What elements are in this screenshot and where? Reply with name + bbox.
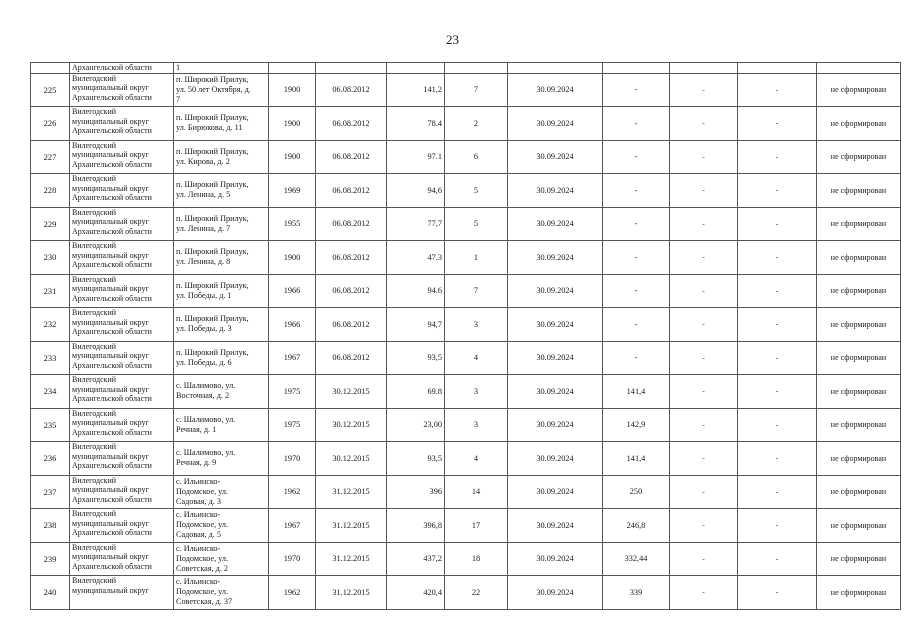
municipality-cell-line: муниципальный округ <box>72 217 149 227</box>
year-built-cell: 1962 <box>269 576 316 610</box>
column-9-cell: - <box>603 308 670 342</box>
municipality-cell-line: Архангельской области <box>72 193 152 203</box>
column-10-cell: - <box>670 576 738 610</box>
area-cell: 78.4 <box>387 107 445 141</box>
address-cell-line: с. Шалимово, ул. <box>176 381 236 391</box>
municipality-cell <box>70 509 174 543</box>
area-cell: 77,7 <box>387 207 445 241</box>
recognition-date-cell: 06.08.2012 <box>316 274 387 308</box>
row-number: 240 <box>31 576 70 610</box>
municipality-cell-line: Вилегодский <box>72 274 117 284</box>
table-row <box>31 308 901 342</box>
column-11-cell: - <box>738 509 817 543</box>
address-cell <box>174 375 269 409</box>
year-built-cell: 1900 <box>269 73 316 107</box>
area-cell: 420,4 <box>387 576 445 610</box>
residents-count-cell: 14 <box>445 475 508 509</box>
resettlement-deadline-cell: 30.09.2024 <box>508 576 603 610</box>
address-cell-line: с. Ильинско- <box>176 510 221 520</box>
year-built-cell: 1970 <box>269 542 316 576</box>
address-cell-line: с. Шалимово, ул. <box>176 448 236 458</box>
table-row <box>31 73 901 107</box>
municipality-cell-line: Вилегодский <box>72 542 117 552</box>
status-cell: не сформирован <box>817 408 901 442</box>
address-cell-line: Садовая, д. 5 <box>176 530 221 540</box>
status-cell: не сформирован <box>817 107 901 141</box>
row-number: 228 <box>31 174 70 208</box>
column-9-cell: 141,4 <box>603 442 670 476</box>
address-cell-line: п. Широкий Прилук, <box>176 213 249 223</box>
row-number: 225 <box>31 73 70 107</box>
column-10-cell: - <box>670 73 738 107</box>
resettlement-deadline-cell: 30.09.2024 <box>508 274 603 308</box>
table-row <box>31 442 901 476</box>
address-cell <box>174 341 269 375</box>
resettlement-deadline-cell: 30.09.2024 <box>508 542 603 576</box>
column-9-cell: - <box>603 274 670 308</box>
table-row <box>31 509 901 543</box>
address-cell-line: Подомское, ул. <box>176 553 229 563</box>
column-9-cell: - <box>603 207 670 241</box>
municipality-cell-line: Вилегодский <box>72 341 117 351</box>
address-cell <box>174 509 269 543</box>
municipality-cell-line: муниципальный округ <box>72 351 149 361</box>
row-number: 227 <box>31 140 70 174</box>
column-10-cell: - <box>670 274 738 308</box>
row-number: 237 <box>31 475 70 509</box>
column-10-cell: - <box>670 174 738 208</box>
column-11-cell: - <box>738 375 817 409</box>
address-cell-line: п. Широкий Прилук, <box>176 74 249 84</box>
table-row <box>31 107 901 141</box>
column-9-cell: 332,44 <box>603 542 670 576</box>
continuation-address: 1 <box>174 63 269 74</box>
row-number: 235 <box>31 408 70 442</box>
column-11-cell: - <box>738 542 817 576</box>
column-10-cell: - <box>670 442 738 476</box>
area-cell: 94.6 <box>387 274 445 308</box>
municipality-cell-line: Вилегодский <box>72 509 117 519</box>
address-cell-line: п. Широкий Прилук, <box>176 280 249 290</box>
address-cell-line: с. Шалимово, ул. <box>176 414 236 424</box>
address-cell-line: п. Широкий Прилук, <box>176 314 249 324</box>
status-cell: не сформирован <box>817 475 901 509</box>
municipality-cell-line: Архангельской области <box>72 427 152 437</box>
residents-count-cell: 3 <box>445 375 508 409</box>
residents-count-cell: 17 <box>445 509 508 543</box>
column-10-cell: - <box>670 509 738 543</box>
residents-count-cell: 1 <box>445 241 508 275</box>
status-cell: не сформирован <box>817 576 901 610</box>
continuation-municipality: Архангельской области <box>70 63 174 74</box>
recognition-date-cell: 06.08.2012 <box>316 73 387 107</box>
municipality-cell <box>70 73 174 107</box>
column-9-cell: 250 <box>603 475 670 509</box>
year-built-cell: 1970 <box>269 442 316 476</box>
table-row <box>31 475 901 509</box>
column-10-cell: - <box>670 308 738 342</box>
address-cell <box>174 241 269 275</box>
status-cell: не сформирован <box>817 140 901 174</box>
table-row <box>31 207 901 241</box>
area-cell: 47.3 <box>387 241 445 275</box>
year-built-cell: 1966 <box>269 274 316 308</box>
table-row <box>31 341 901 375</box>
municipality-cell-line: Архангельской области <box>72 528 152 538</box>
column-9-cell: - <box>603 241 670 275</box>
municipality-cell-line: Архангельской области <box>72 461 152 471</box>
municipality-cell-line: Вилегодский <box>72 308 117 318</box>
address-cell-line: ул. 50 лет Октября, д. <box>176 84 251 94</box>
residents-count-cell: 6 <box>445 140 508 174</box>
municipality-cell-line: Архангельской области <box>72 561 152 571</box>
status-cell: не сформирован <box>817 509 901 543</box>
table-row <box>31 140 901 174</box>
area-cell: 94,7 <box>387 308 445 342</box>
address-cell-line: Подомское, ул. <box>176 486 229 496</box>
municipality-cell-line: Архангельской области <box>72 293 152 303</box>
status-cell: не сформирован <box>817 241 901 275</box>
column-9-cell: 142,9 <box>603 408 670 442</box>
row-number: 233 <box>31 341 70 375</box>
column-9-cell: - <box>603 73 670 107</box>
municipality-cell-line: муниципальный округ <box>72 518 149 528</box>
municipality-cell-line: Вилегодский <box>72 375 117 385</box>
column-11-cell: - <box>738 308 817 342</box>
resettlement-deadline-cell: 30.09.2024 <box>508 174 603 208</box>
area-cell: 93,5 <box>387 341 445 375</box>
municipality-cell-line: Архангельской области <box>72 159 152 169</box>
address-cell <box>174 442 269 476</box>
row-number: 226 <box>31 107 70 141</box>
municipality-cell-line: муниципальный округ <box>72 150 149 160</box>
municipality-cell <box>70 274 174 308</box>
municipality-cell-line: муниципальный округ <box>72 284 149 294</box>
municipality-cell-line: Архангельской области <box>72 92 152 102</box>
address-cell-line: Советская, д. 37 <box>176 597 233 607</box>
column-9-cell: - <box>603 140 670 174</box>
municipality-cell-line: Вилегодский <box>72 140 117 150</box>
column-11-cell: - <box>738 140 817 174</box>
address-cell <box>174 308 269 342</box>
municipality-cell <box>70 207 174 241</box>
status-cell: не сформирован <box>817 274 901 308</box>
address-cell <box>174 542 269 576</box>
column-10-cell: - <box>670 542 738 576</box>
municipality-cell <box>70 475 174 509</box>
row-number: 236 <box>31 442 70 476</box>
status-cell: не сформирован <box>817 308 901 342</box>
residents-count-cell: 5 <box>445 174 508 208</box>
year-built-cell: 1900 <box>269 241 316 275</box>
column-9-cell: - <box>603 174 670 208</box>
column-9-cell: - <box>603 107 670 141</box>
resettlement-deadline-cell: 30.09.2024 <box>508 341 603 375</box>
municipality-cell-line: Вилегодский <box>72 442 117 452</box>
column-10-cell: - <box>670 107 738 141</box>
municipality-cell-line: Архангельской области <box>72 494 152 504</box>
residents-count-cell: 22 <box>445 576 508 610</box>
address-cell-line: ул. Победы, д. 1 <box>176 290 232 300</box>
column-11-cell: - <box>738 207 817 241</box>
recognition-date-cell: 30.12.2015 <box>316 408 387 442</box>
address-cell <box>174 140 269 174</box>
column-10-cell: - <box>670 140 738 174</box>
residents-count-cell: 7 <box>445 274 508 308</box>
address-cell-line: ул. Победы, д. 6 <box>176 357 232 367</box>
residents-count-cell: 5 <box>445 207 508 241</box>
address-cell-line: ул. Ленина, д. 8 <box>176 257 231 267</box>
municipality-cell <box>70 542 174 576</box>
municipality-cell-line: муниципальный округ <box>72 451 149 461</box>
municipality-cell <box>70 442 174 476</box>
page-number: 23 <box>446 32 459 47</box>
row-number: 231 <box>31 274 70 308</box>
status-cell: не сформирован <box>817 341 901 375</box>
column-11-cell: - <box>738 341 817 375</box>
municipality-cell-line: Вилегодский <box>72 408 117 418</box>
row-number: 230 <box>31 241 70 275</box>
residents-count-cell: 4 <box>445 442 508 476</box>
recognition-date-cell: 31.12.2015 <box>316 576 387 610</box>
address-cell <box>174 107 269 141</box>
area-cell: 97.1 <box>387 140 445 174</box>
address-cell-line: ул. Ленина, д. 7 <box>176 223 231 233</box>
municipality-cell-line: Архангельской области <box>72 360 152 370</box>
municipality-cell-line: Вилегодский <box>72 174 117 184</box>
address-cell-line: с. Ильинско- <box>176 476 221 486</box>
address-cell-line: Речная, д. 9 <box>176 458 217 468</box>
row-number: 229 <box>31 207 70 241</box>
recognition-date-cell: 06.08.2012 <box>316 107 387 141</box>
municipality-cell-line: Архангельской области <box>72 260 152 270</box>
recognition-date-cell: 30.12.2015 <box>316 375 387 409</box>
address-cell-line: п. Широкий Прилук, <box>176 180 249 190</box>
area-cell: 437,2 <box>387 542 445 576</box>
municipality-cell-line: муниципальный округ <box>72 485 149 495</box>
address-cell-line: Подомское, ул. <box>176 520 229 530</box>
address-cell <box>174 73 269 107</box>
year-built-cell: 1962 <box>269 475 316 509</box>
municipality-cell <box>70 107 174 141</box>
municipality-cell-line: муниципальный округ <box>72 552 149 562</box>
area-cell: 141,2 <box>387 73 445 107</box>
municipality-cell-line: Вилегодский <box>72 73 117 83</box>
address-cell <box>174 475 269 509</box>
area-cell: 396,8 <box>387 509 445 543</box>
municipality-cell-line: Вилегодский <box>72 475 117 485</box>
municipality-cell-line: муниципальный округ <box>72 317 149 327</box>
resettlement-deadline-cell: 30.09.2024 <box>508 107 603 141</box>
column-11-cell: - <box>738 274 817 308</box>
column-11-cell: - <box>738 73 817 107</box>
status-cell: не сформирован <box>817 542 901 576</box>
table-row <box>31 241 901 275</box>
column-9-cell: 141,4 <box>603 375 670 409</box>
municipality-cell-line: Вилегодский <box>72 107 117 117</box>
column-11-cell: - <box>738 107 817 141</box>
recognition-date-cell: 06.08.2012 <box>316 341 387 375</box>
municipality-cell <box>70 341 174 375</box>
year-built-cell: 1900 <box>269 140 316 174</box>
municipality-cell <box>70 174 174 208</box>
municipality-cell-line: Вилегодский <box>72 576 117 586</box>
column-10-cell: - <box>670 375 738 409</box>
year-built-cell: 1967 <box>269 341 316 375</box>
recognition-date-cell: 06.08.2012 <box>316 174 387 208</box>
year-built-cell: 1975 <box>269 408 316 442</box>
table-row <box>31 174 901 208</box>
column-10-cell: - <box>670 341 738 375</box>
row-number: 238 <box>31 509 70 543</box>
resettlement-deadline-cell: 30.09.2024 <box>508 475 603 509</box>
residents-count-cell: 4 <box>445 341 508 375</box>
resettlement-deadline-cell: 30.09.2024 <box>508 509 603 543</box>
table-row <box>31 375 901 409</box>
address-cell-line: Советская, д. 2 <box>176 563 229 573</box>
municipality-cell-line: Архангельской области <box>72 126 152 136</box>
municipality-cell-line: Архангельской области <box>72 394 152 404</box>
column-11-cell: - <box>738 174 817 208</box>
area-cell: 69.8 <box>387 375 445 409</box>
column-11-cell: - <box>738 475 817 509</box>
address-cell-line: ул. Победы, д. 3 <box>176 324 232 334</box>
address-cell-line: Речная, д. 1 <box>176 424 217 434</box>
residents-count-cell: 2 <box>445 107 508 141</box>
municipality-cell <box>70 308 174 342</box>
address-cell-line: Подомское, ул. <box>176 587 229 597</box>
column-11-cell: - <box>738 442 817 476</box>
table-row <box>31 542 901 576</box>
address-cell-line: ул. Ленина, д. 5 <box>176 190 231 200</box>
year-built-cell: 1900 <box>269 107 316 141</box>
address-cell <box>174 576 269 610</box>
residents-count-cell: 3 <box>445 408 508 442</box>
status-cell: не сформирован <box>817 375 901 409</box>
column-9-cell: - <box>603 341 670 375</box>
municipality-cell <box>70 375 174 409</box>
year-built-cell: 1955 <box>269 207 316 241</box>
resettlement-deadline-cell: 30.09.2024 <box>508 442 603 476</box>
address-cell-line: ул. Кирова, д. 2 <box>176 156 230 166</box>
year-built-cell: 1969 <box>269 174 316 208</box>
recognition-date-cell: 31.12.2015 <box>316 475 387 509</box>
column-10-cell: - <box>670 475 738 509</box>
address-cell <box>174 207 269 241</box>
municipality-cell-line: муниципальный округ <box>72 250 149 260</box>
municipality-cell-line: Вилегодский <box>72 207 117 217</box>
row-number: 232 <box>31 308 70 342</box>
table-row <box>31 576 901 610</box>
address-cell-line: п. Широкий Прилук, <box>176 347 249 357</box>
column-10-cell: - <box>670 408 738 442</box>
recognition-date-cell: 30.12.2015 <box>316 442 387 476</box>
address-cell-line: п. Широкий Прилук, <box>176 146 249 156</box>
municipality-cell-line: муниципальный округ <box>72 418 149 428</box>
column-11-cell: - <box>738 241 817 275</box>
column-9-cell: 246,8 <box>603 509 670 543</box>
address-cell-line: Садовая, д. 3 <box>176 496 221 506</box>
recognition-date-cell: 06.08.2012 <box>316 140 387 174</box>
municipality-cell <box>70 241 174 275</box>
resettlement-deadline-cell: 30.09.2024 <box>508 140 603 174</box>
recognition-date-cell: 06.08.2012 <box>316 241 387 275</box>
municipality-cell-line: Вилегодский <box>72 241 117 251</box>
resettlement-deadline-cell: 30.09.2024 <box>508 241 603 275</box>
resettlement-deadline-cell: 30.09.2024 <box>508 375 603 409</box>
address-cell-line: 7 <box>176 94 181 104</box>
address-cell-line: с. Ильинско- <box>176 577 221 587</box>
area-cell: 94,6 <box>387 174 445 208</box>
column-10-cell: - <box>670 241 738 275</box>
address-cell-line: ул. Бирюкова, д. 11 <box>176 123 243 133</box>
recognition-date-cell: 31.12.2015 <box>316 542 387 576</box>
municipality-cell-line: муниципальный округ <box>72 585 149 595</box>
municipality-cell-line: муниципальный округ <box>72 384 149 394</box>
row-number: 239 <box>31 542 70 576</box>
address-cell <box>174 408 269 442</box>
housing-register-table <box>30 62 901 610</box>
residents-count-cell: 18 <box>445 542 508 576</box>
address-cell <box>174 174 269 208</box>
address-cell-line: с. Ильинско- <box>176 543 221 553</box>
address-cell-line: Восточная, д. 2 <box>176 391 230 401</box>
municipality-cell <box>70 140 174 174</box>
year-built-cell: 1975 <box>269 375 316 409</box>
recognition-date-cell: 31.12.2015 <box>316 509 387 543</box>
municipality-cell-line: муниципальный округ <box>72 83 149 93</box>
resettlement-deadline-cell: 30.09.2024 <box>508 308 603 342</box>
resettlement-deadline-cell: 30.09.2024 <box>508 408 603 442</box>
address-cell-line: п. Широкий Прилук, <box>176 247 249 257</box>
column-11-cell: - <box>738 408 817 442</box>
area-cell: 93,5 <box>387 442 445 476</box>
column-11-cell: - <box>738 576 817 610</box>
address-cell <box>174 274 269 308</box>
resettlement-deadline-cell: 30.09.2024 <box>508 73 603 107</box>
municipality-cell-line: Архангельской области <box>72 226 152 236</box>
resettlement-deadline-cell: 30.09.2024 <box>508 207 603 241</box>
municipality-cell-line: Архангельской области <box>72 327 152 337</box>
recognition-date-cell: 06.08.2012 <box>316 308 387 342</box>
municipality-cell-line: муниципальный округ <box>72 183 149 193</box>
municipality-cell-line: муниципальный округ <box>72 116 149 126</box>
year-built-cell: 1967 <box>269 509 316 543</box>
year-built-cell: 1966 <box>269 308 316 342</box>
municipality-cell <box>70 408 174 442</box>
table-row <box>31 408 901 442</box>
status-cell: не сформирован <box>817 174 901 208</box>
row-number: 234 <box>31 375 70 409</box>
status-cell: не сформирован <box>817 442 901 476</box>
recognition-date-cell: 06.08.2012 <box>316 207 387 241</box>
table-row <box>31 274 901 308</box>
address-cell-line: п. Широкий Прилук, <box>176 113 249 123</box>
column-10-cell: - <box>670 207 738 241</box>
area-cell: 23,00 <box>387 408 445 442</box>
area-cell: 396 <box>387 475 445 509</box>
status-cell: не сформирован <box>817 207 901 241</box>
residents-count-cell: 7 <box>445 73 508 107</box>
continuation-row <box>31 63 901 74</box>
residents-count-cell: 3 <box>445 308 508 342</box>
column-9-cell: 339 <box>603 576 670 610</box>
status-cell: не сформирован <box>817 73 901 107</box>
municipality-cell <box>70 576 174 610</box>
